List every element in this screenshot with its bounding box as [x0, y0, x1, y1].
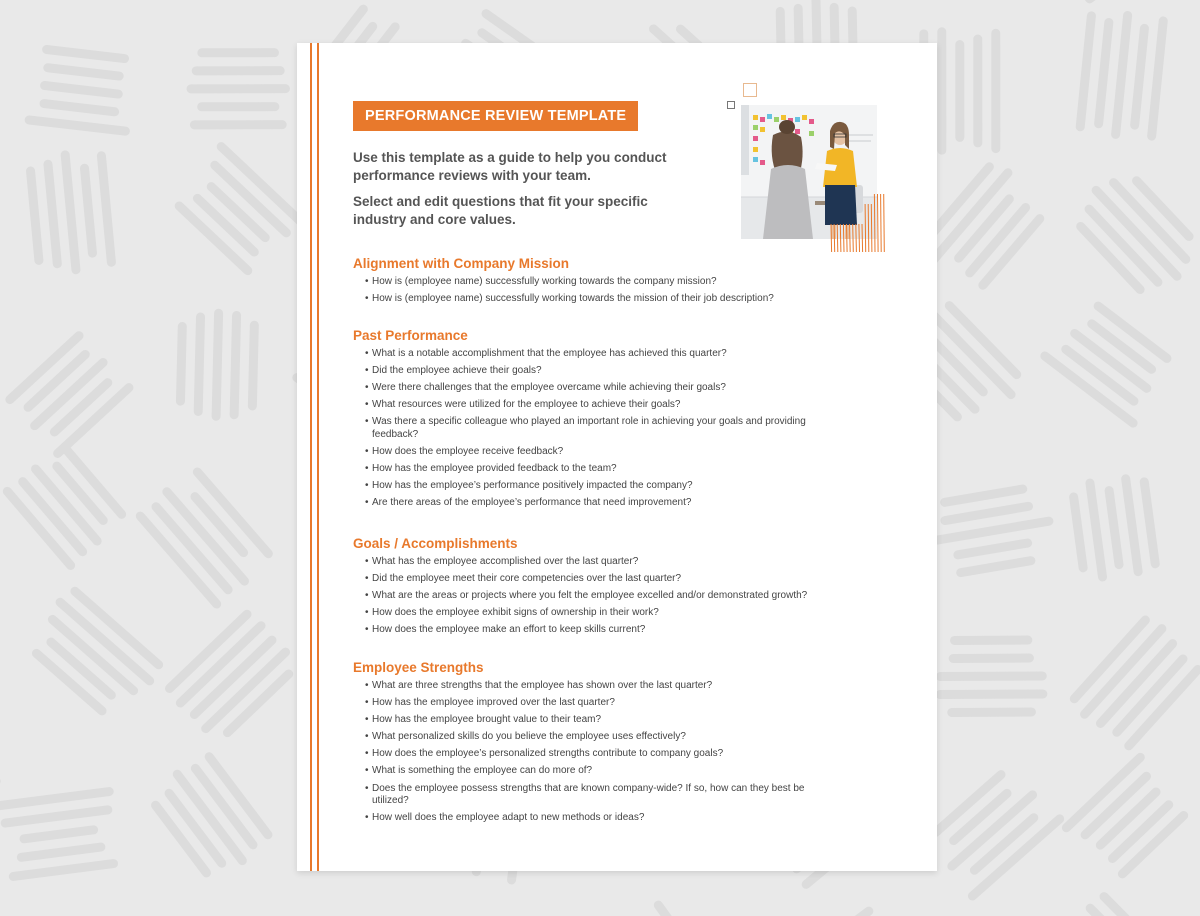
question-item: • What are three strengths that the employee has shown over the last quarter?	[366, 680, 893, 693]
section-past-performance	[353, 327, 893, 514]
question-item: • How is (employee name) successfully working towards the mission of their job description?	[366, 293, 893, 306]
section-alignment	[353, 255, 893, 310]
question-item: • What personalized skills do you believe the employee uses effectively?	[366, 731, 893, 744]
question-item: • Are there areas of the employee’s performance that need improvement?	[366, 497, 893, 510]
question-item: • How does the employee’s personalized strengths contribute to company goals?	[366, 748, 893, 761]
question-item: • What is something the employee can do more of?	[366, 765, 893, 778]
intro-paragraph: Use this template as a guide to help you conduct performance reviews with your team.	[353, 150, 667, 183]
section-goals	[353, 535, 893, 641]
header-photo-group	[727, 81, 897, 259]
question-item: • Did the employee meet their core competencies over the last quarter?	[366, 573, 893, 586]
section-strengths	[353, 659, 893, 829]
section-heading: Past Performance	[353, 328, 468, 343]
question-item: • Does the employee possess strengths that are known company-wide? If so, how can they best be utilized?	[366, 783, 824, 808]
question-item: • How does the employee receive feedback?	[366, 446, 893, 459]
question-list	[353, 556, 893, 637]
question-list	[353, 276, 893, 306]
question-list	[353, 348, 893, 510]
question-item: • How does the employee exhibit signs of ownership in their work?	[366, 607, 893, 620]
question-item: • How does the employee make an effort to keep skills current?	[366, 624, 893, 637]
document-title: PERFORMANCE REVIEW TEMPLATE	[353, 101, 638, 131]
question-item: • What are the areas or projects where you felt the employee excelled and/or demonstrated growth?	[366, 590, 893, 603]
question-item: • How is (employee name) successfully working towards the company mission?	[366, 276, 893, 289]
question-item: • Were there challenges that the employee overcame while achieving their goals?	[366, 382, 893, 395]
decorative-square	[727, 101, 735, 109]
page-margin-line	[317, 43, 319, 871]
question-item: • How well does the employee adapt to new methods or ideas?	[366, 812, 893, 825]
page-margin-line	[310, 43, 312, 871]
question-item: • How has the employee provided feedback to the team?	[366, 463, 893, 476]
decorative-stripes	[829, 194, 887, 254]
question-item: • What resources were utilized for the employee to achieve their goals?	[366, 399, 893, 412]
question-list	[353, 680, 893, 825]
question-item: • How has the employee improved over the last quarter?	[366, 697, 893, 710]
question-item: • How has the employee’s performance positively impacted the company?	[366, 480, 893, 493]
question-item: • Was there a specific colleague who played an important role in achieving your goals and providing feedback?	[366, 416, 824, 441]
section-heading: Employee Strengths	[353, 660, 484, 675]
document-page	[297, 43, 937, 871]
question-item: • How has the employee brought value to their team?	[366, 714, 893, 727]
question-item: • What has the employee accomplished over the last quarter?	[366, 556, 893, 569]
question-item: • What is a notable accomplishment that the employee has achieved this quarter?	[366, 348, 893, 361]
decorative-square	[743, 83, 757, 97]
intro-paragraph: Select and edit questions that fit your specific industry and core values.	[353, 194, 648, 227]
section-heading: Goals / Accomplishments	[353, 536, 518, 551]
section-heading: Alignment with Company Mission	[353, 256, 570, 271]
question-item: • Did the employee achieve their goals?	[366, 365, 893, 378]
